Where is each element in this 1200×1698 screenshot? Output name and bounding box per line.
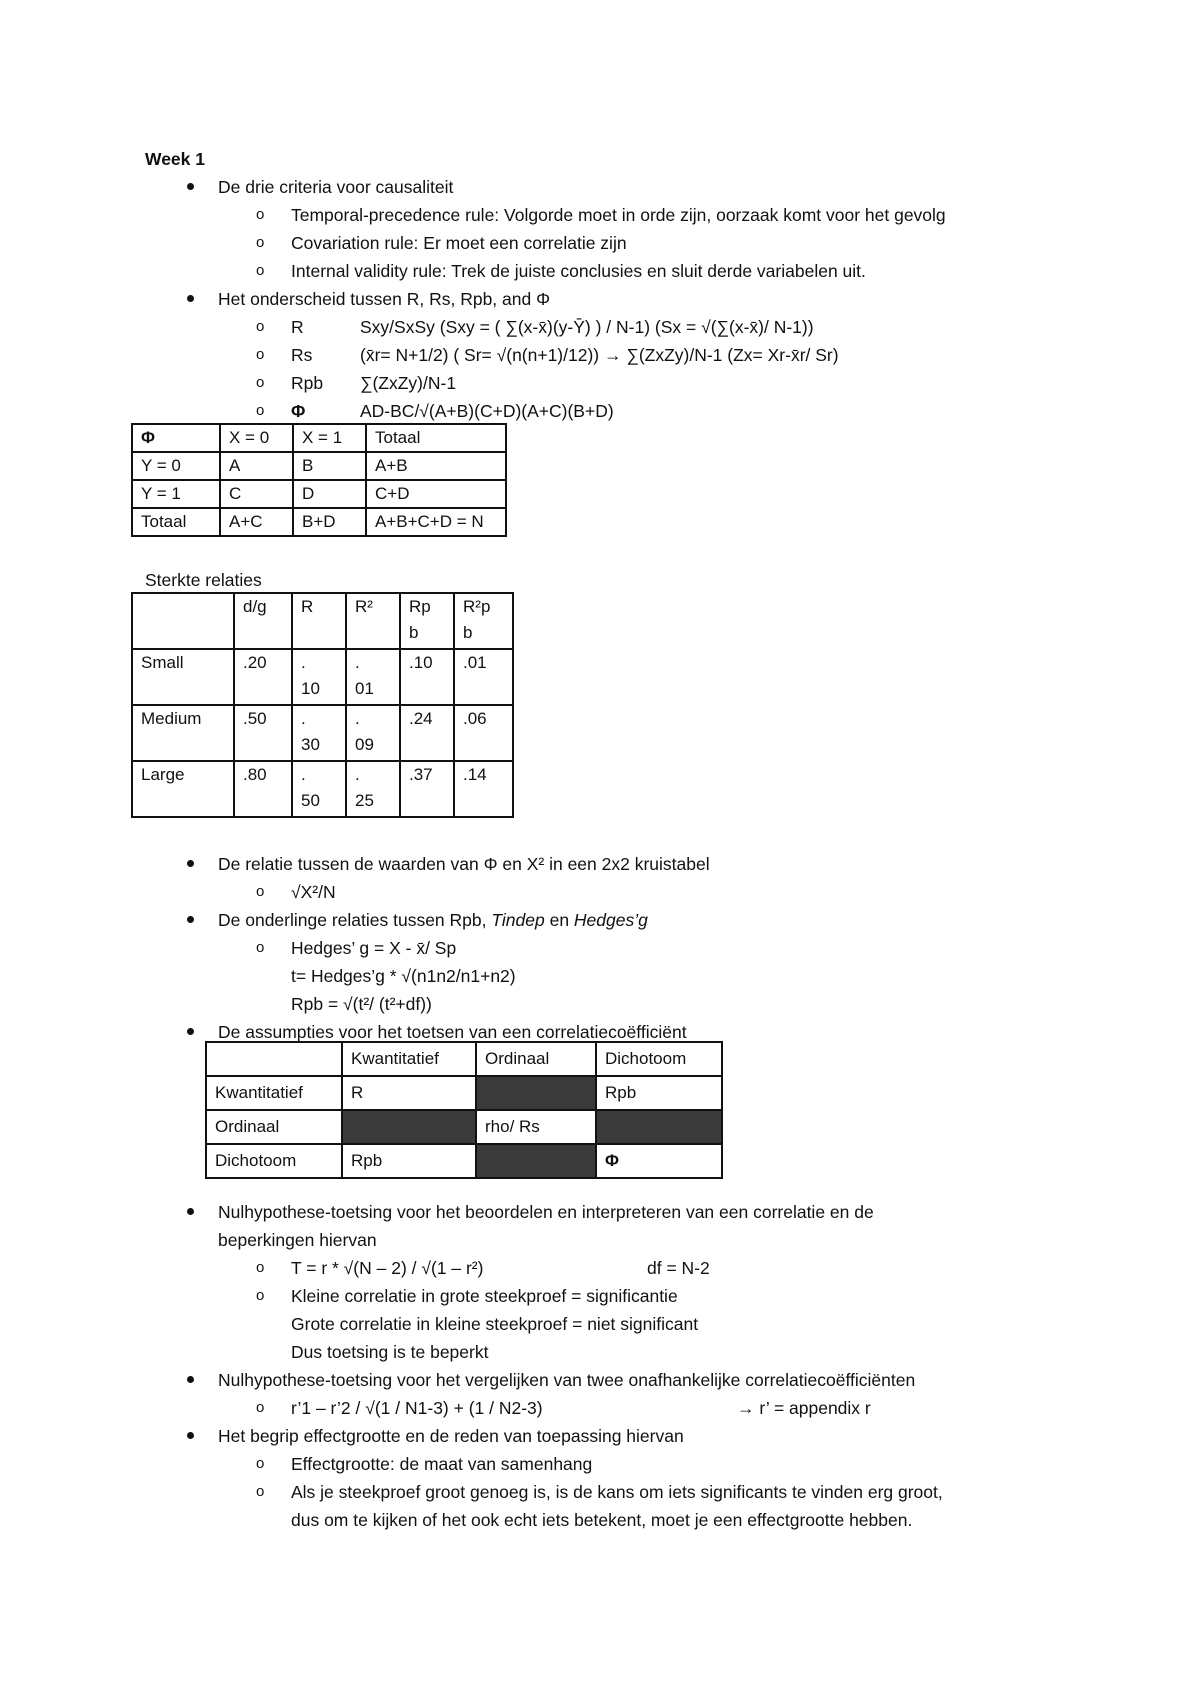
table-cell: Totaal <box>366 424 506 452</box>
sterkte-title: Sterkte relaties <box>145 570 262 590</box>
table-cell: Ordinaal <box>206 1110 342 1144</box>
item-hedges: Hedges’ g = X - x̄/ Sp <box>291 938 457 958</box>
bullet-dot <box>187 1432 194 1439</box>
table-cell: . 25 <box>346 761 400 817</box>
table-cell: . 10 <box>292 649 346 705</box>
bullet-nulhypothese-line2: beperkingen hiervan <box>218 1230 377 1250</box>
table-cell: Φ <box>132 424 220 452</box>
table-row <box>132 452 506 480</box>
table-cell: Small <box>132 649 234 705</box>
bullet-dot <box>187 1208 194 1215</box>
bullet-vergelijken: Nulhypothese-toetsing voor het vergelijken van twee onafhankelijke correlatiecoëfficiënten <box>218 1370 916 1390</box>
item-temporal: Temporal-precedence rule: Volgorde moet in orde zijn, oorzaak komt voor het gevolg <box>291 205 946 225</box>
item-rpb-formula: Rpb = √(t²/ (t²+df)) <box>291 994 432 1014</box>
table-cell <box>132 593 234 649</box>
table-cell: .10 <box>400 649 454 705</box>
item-t-test: T = r * √(N – 2) / √(1 – r²) <box>291 1258 484 1278</box>
table-cell: . 01 <box>346 649 400 705</box>
bullet-text-italic: Tindep <box>491 910 545 930</box>
table-cell-shaded <box>476 1144 596 1178</box>
table-cell: X = 1 <box>293 424 366 452</box>
table-row <box>132 424 506 452</box>
formula-rs: (x̄r= N+1/2) ( Sr= √(n(n+1)/12)) → ∑(ZxZy)/N-1 (Zx= Xr-x̄r/ Sr) <box>360 345 839 365</box>
table-cell: D <box>293 480 366 508</box>
table-cell: A+B+C+D = N <box>366 508 506 536</box>
label-rpb: Rpb <box>291 373 324 393</box>
sub-marker: o <box>256 883 265 900</box>
item-phi-chi-formula: √X²/N <box>291 882 336 902</box>
table-row <box>206 1144 722 1178</box>
table-cell: Rp b <box>400 593 454 649</box>
bullet-dot <box>187 183 194 190</box>
table-cell: Ordinaal <box>476 1042 596 1076</box>
table-cell: .80 <box>234 761 292 817</box>
table-cell: Y = 1 <box>132 480 220 508</box>
table-cell: .37 <box>400 761 454 817</box>
table-row <box>132 705 513 761</box>
bullet-effectgrootte: Het begrip effectgrootte en de reden van toepassing hiervan <box>218 1426 684 1446</box>
item-t-formula: t= Hedges’g * √(n1n2/n1+n2) <box>291 966 516 986</box>
bullet-dot <box>187 1376 194 1383</box>
sub-marker: o <box>256 1259 265 1276</box>
table-cell: R²p b <box>454 593 513 649</box>
table-cell: C+D <box>366 480 506 508</box>
bullet-dot <box>187 295 194 302</box>
sub-marker: o <box>256 374 265 391</box>
item-steekproef-line2: dus om te kijken of het ook echt iets betekent, moet je een effectgrootte hebben. <box>291 1510 913 1530</box>
table-cell: B+D <box>293 508 366 536</box>
table-cell: A+B <box>366 452 506 480</box>
table-cell: A+C <box>220 508 293 536</box>
item-kleine-correlatie: Kleine correlatie in grote steekproef = significantie <box>291 1286 678 1306</box>
item-steekproef-line1: Als je steekproef groot genoeg is, is de kans om iets significants te vinden erg groot, <box>291 1482 943 1502</box>
label-phi: Φ <box>291 401 306 421</box>
table-cell: .01 <box>454 649 513 705</box>
table-cell: Rpb <box>342 1144 476 1178</box>
table-cell: Totaal <box>132 508 220 536</box>
table-cell: B <box>293 452 366 480</box>
table-cell: . 30 <box>292 705 346 761</box>
sub-marker: o <box>256 402 265 419</box>
table-cell-shaded <box>596 1110 722 1144</box>
formula-rpb: ∑(ZxZy)/N-1 <box>360 373 457 393</box>
table-cell: Dichotoom <box>206 1144 342 1178</box>
bullet-assumpties: De assumpties voor het toetsen van een correlatiecoëfficiënt <box>218 1022 687 1042</box>
sterkte-table <box>131 592 514 818</box>
table-cell: Medium <box>132 705 234 761</box>
table-cell: rho/ Rs <box>476 1110 596 1144</box>
item-grote-correlatie: Grote correlatie in kleine steekproef = niet significant <box>291 1314 699 1334</box>
label-r: R <box>291 317 304 337</box>
sub-marker: o <box>256 1287 265 1304</box>
table-cell: X = 0 <box>220 424 293 452</box>
sub-marker: o <box>256 1483 265 1500</box>
table-cell-shaded <box>476 1076 596 1110</box>
bullet-dot <box>187 1028 194 1035</box>
table-cell: .20 <box>234 649 292 705</box>
bullet-onderlinge <box>218 909 648 931</box>
sub-marker: o <box>256 346 265 363</box>
table-cell: R <box>292 593 346 649</box>
table-cell: C <box>220 480 293 508</box>
table-cell: Φ <box>596 1144 722 1178</box>
table-row <box>132 649 513 705</box>
bullet-dot <box>187 860 194 867</box>
assumpties-table <box>205 1041 723 1179</box>
table-cell: . 09 <box>346 705 400 761</box>
sub-marker: o <box>256 318 265 335</box>
table-cell: .06 <box>454 705 513 761</box>
table-cell: Kwantitatief <box>342 1042 476 1076</box>
formula-r: Sxy/SxSy (Sxy = ( ∑(x-x̄)(y-Ȳ) ) / N-1) (Sx = √(∑(x-x̄)/ N-1)) <box>360 317 814 337</box>
item-df: df = N-2 <box>647 1258 710 1278</box>
formula-phi: AD-BC/√(A+B)(C+D)(A+C)(B+D) <box>360 401 614 421</box>
sub-marker: o <box>256 1455 265 1472</box>
bullet-text: en <box>544 910 574 930</box>
item-appendix: → r’ = appendix r <box>737 1398 871 1418</box>
table-cell: d/g <box>234 593 292 649</box>
table-cell: R <box>342 1076 476 1110</box>
table-cell: Rpb <box>596 1076 722 1110</box>
table-row <box>132 508 506 536</box>
table-cell: Dichotoom <box>596 1042 722 1076</box>
table-cell <box>206 1042 342 1076</box>
bullet-dot <box>187 916 194 923</box>
bullet-causaliteit: De drie criteria voor causaliteit <box>218 177 454 197</box>
item-effectgrootte-def: Effectgrootte: de maat van samenhang <box>291 1454 593 1474</box>
table-cell: .24 <box>400 705 454 761</box>
table-row <box>132 593 513 649</box>
phi-table <box>131 423 507 537</box>
table-row <box>132 480 506 508</box>
item-fisher-formula: r’1 – r’2 / √(1 / N1-3) + (1 / N2-3) <box>291 1398 543 1418</box>
sub-marker: o <box>256 1399 265 1416</box>
week-heading: Week 1 <box>145 149 205 169</box>
table-row <box>132 761 513 817</box>
table-cell: A <box>220 452 293 480</box>
bullet-nulhypothese-line1: Nulhypothese-toetsing voor het beoordelen en interpreteren van een correlatie en de <box>218 1202 874 1222</box>
sub-marker: o <box>256 206 265 223</box>
item-covariation: Covariation rule: Er moet een correlatie zijn <box>291 233 627 253</box>
table-cell: Large <box>132 761 234 817</box>
sub-marker: o <box>256 262 265 279</box>
label-rs: Rs <box>291 345 313 365</box>
bullet-text-italic: Hedges’g <box>573 910 648 930</box>
bullet-onderscheid: Het onderscheid tussen R, Rs, Rpb, and Φ <box>218 289 551 309</box>
table-cell: R² <box>346 593 400 649</box>
item-dus-toetsing: Dus toetsing is te beperkt <box>291 1342 489 1362</box>
bullet-phi-chi: De relatie tussen de waarden van Φ en X² in een 2x2 kruistabel <box>218 854 710 874</box>
table-cell-shaded <box>342 1110 476 1144</box>
table-cell: .14 <box>454 761 513 817</box>
sub-marker: o <box>256 939 265 956</box>
table-cell: Kwantitatief <box>206 1076 342 1110</box>
sub-marker: o <box>256 234 265 251</box>
item-internal-validity: Internal validity rule: Trek de juiste conclusies en sluit derde variabelen uit. <box>291 261 866 281</box>
table-row <box>206 1042 722 1076</box>
table-cell: Y = 0 <box>132 452 220 480</box>
bullet-text: De onderlinge relaties tussen Rpb, <box>218 910 492 930</box>
table-cell: .50 <box>234 705 292 761</box>
table-row <box>206 1076 722 1110</box>
table-row <box>206 1110 722 1144</box>
table-cell: . 50 <box>292 761 346 817</box>
